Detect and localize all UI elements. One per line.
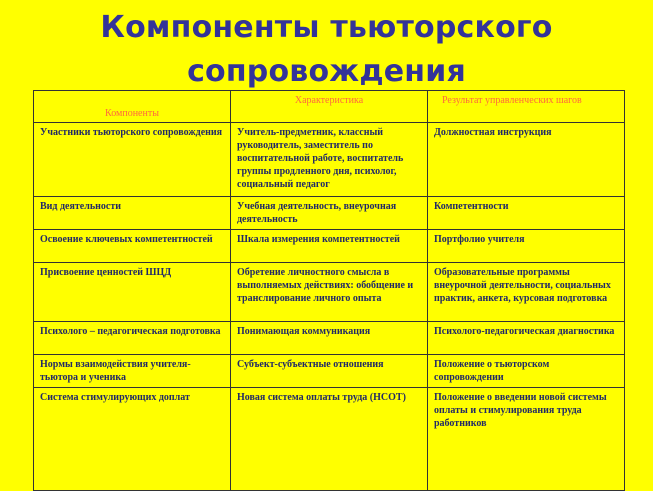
row-1-characteristic: Учитель-предметник, классный руководитель, заместитель по воспитательной работе, воспитатель группы продленного дня, психолог, социальный педагог bbox=[231, 123, 428, 197]
row-7-result: Положение о введении новой системы оплаты и стимулирования труда работников bbox=[428, 388, 625, 491]
table-row bbox=[34, 263, 625, 322]
row-1-component: Участники тьюторского сопровождения bbox=[34, 123, 231, 197]
row-3-characteristic: Шкала измерения компетентностей bbox=[231, 230, 428, 263]
table-row bbox=[34, 123, 625, 197]
header-result: Результат управленческих шагов bbox=[428, 91, 625, 123]
row-6-result: Положение о тьюторском сопровождении bbox=[428, 355, 625, 388]
row-4-result: Образовательные программы внеурочной деятельности, социальных практик, анкета, курсовая подготовка bbox=[428, 263, 625, 322]
row-2-component: Вид деятельности bbox=[34, 197, 231, 230]
title-line-2: сопровождения bbox=[187, 54, 466, 89]
table-row bbox=[34, 355, 625, 388]
row-7-characteristic: Новая система оплаты труда (НСОТ) bbox=[231, 388, 428, 491]
row-1-result: Должностная инструкция bbox=[428, 123, 625, 197]
row-4-component: Присвоение ценностей ШЦД bbox=[34, 263, 231, 322]
header-components: Компоненты bbox=[34, 91, 231, 123]
table-row bbox=[34, 322, 625, 355]
row-7-component: Система стимулирующих доплат bbox=[34, 388, 231, 491]
row-3-component: Освоение ключевых компетентностей bbox=[34, 230, 231, 263]
row-6-characteristic: Субъект-субъектные отношения bbox=[231, 355, 428, 388]
row-5-component: Психолого – педагогическая подготовка bbox=[34, 322, 231, 355]
table-row bbox=[34, 197, 625, 230]
row-4-characteristic: Обретение личностного смысла в выполняемых действиях: обобщение и транслирование личного опыта bbox=[231, 263, 428, 322]
table-row bbox=[34, 388, 625, 491]
row-2-result: Компетентности bbox=[428, 197, 625, 230]
table-row bbox=[34, 230, 625, 263]
row-2-characteristic: Учебная деятельность, внеурочная деятельность bbox=[231, 197, 428, 230]
title-line-1: Компоненты тьюторского bbox=[100, 10, 553, 45]
table-header-row bbox=[34, 91, 625, 123]
page-title bbox=[0, 6, 653, 94]
header-characteristic: Характеристика bbox=[231, 91, 428, 123]
components-table bbox=[33, 90, 625, 491]
row-6-component: Нормы взаимодействия учителя-тьютора и ученика bbox=[34, 355, 231, 388]
row-5-result: Психолого-педагогическая диагностика bbox=[428, 322, 625, 355]
row-3-result: Портфолио учителя bbox=[428, 230, 625, 263]
row-5-characteristic: Понимающая коммуникация bbox=[231, 322, 428, 355]
